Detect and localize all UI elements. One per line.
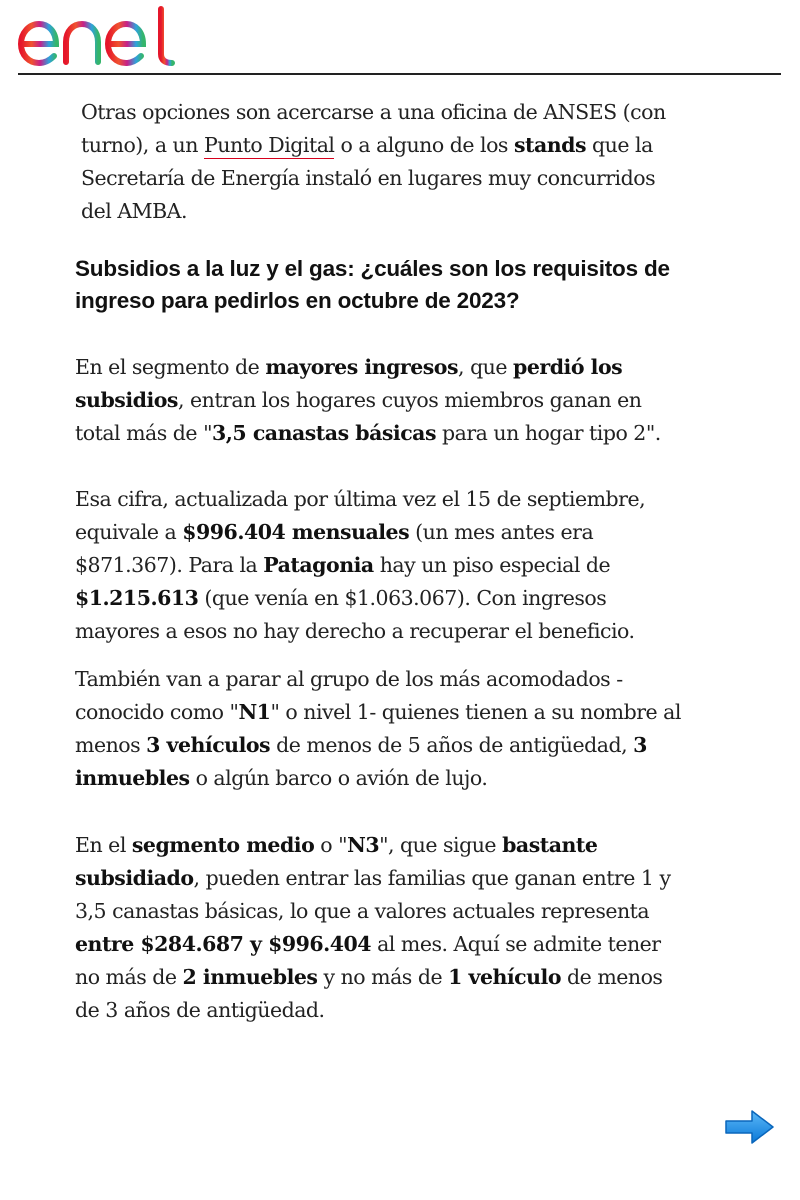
text-run: En el (75, 833, 132, 857)
text-run: (que venía en $1.063.067). Con ingresos mayores a esos no hay derecho a recuperar el beneficio. (75, 586, 635, 643)
bold-run: Patagonia (263, 553, 374, 577)
bold-run: N3 (347, 833, 380, 857)
intro-paragraph (75, 96, 685, 228)
text-run: que la Secretaría de Energía instaló en lugares muy concurridos del AMBA. (81, 133, 656, 223)
bold-run: 1 vehículo (448, 965, 562, 989)
text-run: También van a parar al grupo de los más acomodados - conocido como " (75, 667, 623, 724)
paragraph-cifra (75, 483, 685, 648)
bold-run: bastante subsidiado (75, 833, 598, 890)
bold-run: N1 (238, 700, 271, 724)
text-run: " o nivel 1- quienes tienen a su nombre al menos (75, 700, 681, 757)
bold-run: perdió los subsidios (75, 355, 623, 412)
text-run: o " (314, 833, 348, 857)
bold-run: $996.404 mensuales (182, 520, 410, 544)
punto-digital-link[interactable]: Punto Digital (203, 133, 335, 157)
bold-run: 2 inmuebles (182, 965, 318, 989)
bold-run: mayores ingresos (265, 355, 459, 379)
header-divider (18, 73, 781, 75)
text-run: ", que sigue (379, 833, 503, 857)
text-run: Esa cifra, actualizada por última vez el 15 de septiembre, equivale a (75, 487, 646, 544)
text-run: hay un piso especial de (373, 553, 611, 577)
text-run: Otras opciones son acercarse a una oficina de ANSES (con turno), a un (81, 100, 666, 157)
bold-run: $1.215.613 (75, 586, 199, 610)
text-run: , pueden entrar las familias que ganan entre 1 y 3,5 canastas básicas, lo que a valores actuales representa (75, 866, 671, 923)
text-run: de menos de 5 años de antigüedad, (270, 733, 634, 757)
text-run: al mes. Aquí se admite tener no más de (75, 932, 661, 989)
paragraph-segmento-medio (75, 829, 685, 1027)
article-body (75, 96, 685, 1027)
bold-run: 3,5 canastas básicas (212, 421, 436, 445)
enel-logo[interactable] (16, 4, 182, 68)
text-run: o a alguno de los (334, 133, 514, 157)
paragraph-mayores-ingresos (75, 351, 685, 450)
bold-run: 3 inmuebles (75, 733, 647, 790)
text-run: para un hogar tipo 2". (436, 421, 661, 445)
text-run: (un mes antes era $871.367). Para la (75, 520, 594, 577)
right-arrow-icon[interactable] (722, 1108, 776, 1146)
bold-run: entre $284.687 y $996.404 (75, 932, 372, 956)
text-run: En el segmento de (75, 355, 266, 379)
bold-run: 3 vehículos (146, 733, 271, 757)
text-run: , entran los hogares cuyos miembros ganan en total más de " (75, 388, 642, 445)
text-run: y no más de (317, 965, 449, 989)
section-heading: Subsidios a la luz y el gas: ¿cuáles son los requisitos de ingreso para pedirlos en octubre de 2023? (75, 256, 670, 313)
site-header (0, 0, 800, 76)
bold-run: segmento medio (131, 833, 315, 857)
text-run: de menos de 3 años de antigüedad. (75, 965, 663, 1022)
paragraph-n1 (75, 663, 685, 795)
bold-run: stands (513, 133, 587, 157)
text-run: , que (458, 355, 514, 379)
text-run: o algún barco o avión de lujo. (189, 766, 488, 790)
